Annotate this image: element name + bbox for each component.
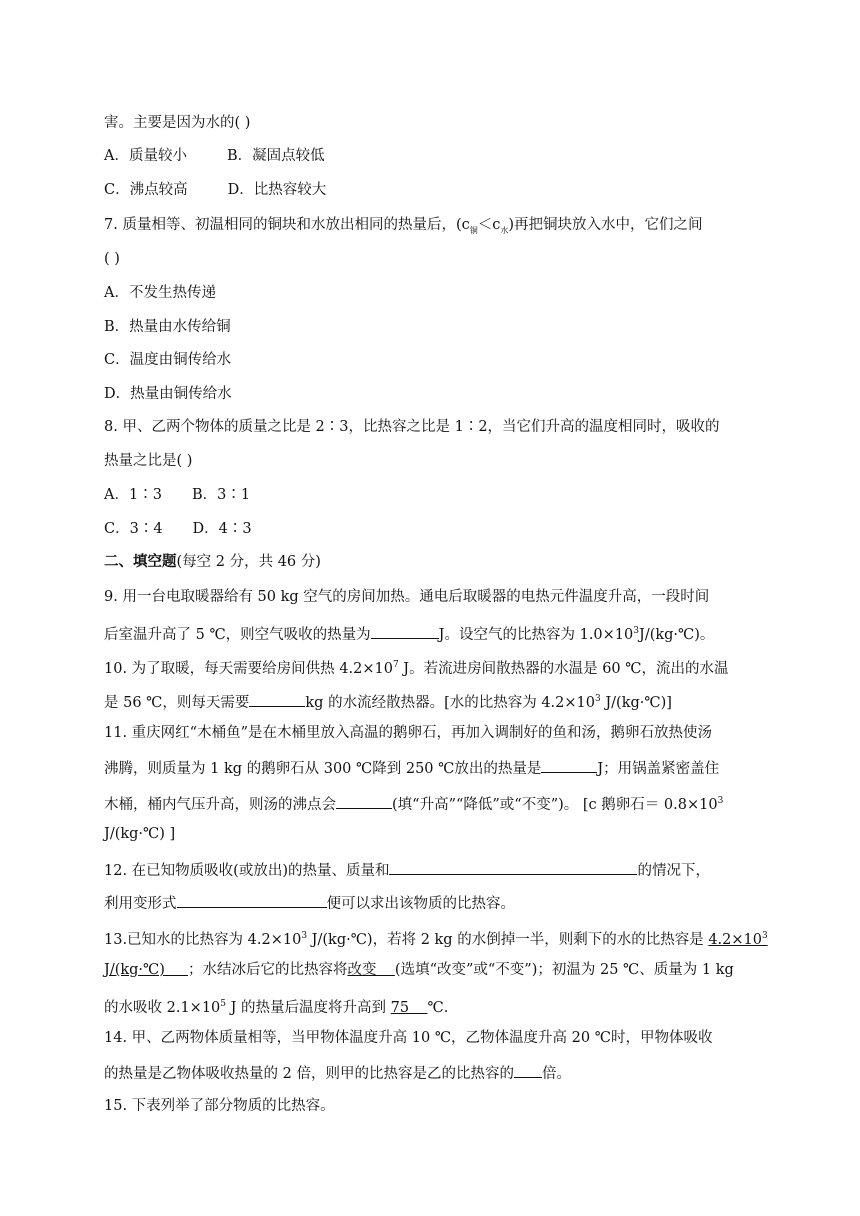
q9-answer-blank[interactable] xyxy=(371,624,439,639)
q11-line-4: J/(kg·℃) ] xyxy=(104,826,176,842)
q11-line-2: 沸腾，则质量为 1 kg 的鹅卵石从 300 ℃降到 250 ℃放出的热量是 J；用锅盖紧密盖住 xyxy=(104,758,719,778)
q12-line-1: 12. 在已知物质吸收(或放出)的热量、质量和 的情况下， xyxy=(104,860,710,880)
q13-answer-3: 75 xyxy=(390,999,428,1016)
q8-option-b: B．3∶1 xyxy=(191,487,251,503)
section-title: 二、填空题 xyxy=(104,553,177,570)
q13-line-2: J/(kg·℃) ；水结冰后它的比热容将改变 (选填“改变”或“不变”)；初温为 25 ℃、质量为 1 kg xyxy=(104,962,734,978)
q8-stem-line-2: 热量之比是( ) xyxy=(104,453,193,469)
q7-option-c: C．温度由铜传给水 xyxy=(104,352,232,368)
q8-option-a: A．1∶3 xyxy=(104,487,162,503)
q8-stem-line-1: 8. 甲、乙两个物体的质量之比是 2∶3，比热容之比是 1∶2，当它们升高的温度相同时，吸收的 xyxy=(104,419,720,435)
q13-answer-2: 改变 xyxy=(347,962,395,978)
q10-line-1: 10. 为了取暖，每天需要给房间供热 $4.2\times 10^7$ J。若流进房间散热器的水温是 60 ℃，流出的水温 xyxy=(104,660,729,677)
q7-stem-line-1: 7. 质量相等、初温相同的铜块和水放出相同的热量后，$(c_铜<c_水)$再把铜块放入水中，它们之间 xyxy=(104,217,703,235)
q13-answer-1-unit: J/(kg·℃) xyxy=(104,962,188,978)
q7-option-b: B．热量由水传给铜 xyxy=(104,319,231,335)
q13-answer-1: $4.2\times 10^3$ xyxy=(708,931,768,948)
q11-line-3: 木桶，桶内气压升高，则汤的沸点会 (填“升高”“降低”或“不变”)。 [c 鹅卵石＝ $0.8\times 10^3$ xyxy=(104,792,723,814)
q14-line-2: 的热量是乙物体吸收热量的 2 倍，则甲的比热容是乙的比热容的 倍。 xyxy=(104,1063,571,1083)
q10-line-2: 是 56 ℃，则每天需要 kg 的水流经散热器。[水的比热容为 $4.2\times 10^3$ J/(kg·℃)] xyxy=(104,690,672,712)
q6-options-row-1 xyxy=(104,147,325,165)
q7-option-d: D．热量由铜传给水 xyxy=(104,386,232,402)
q12-answer-blank-1[interactable] xyxy=(389,860,637,875)
section-heading xyxy=(104,553,321,571)
q9-line-1: 9. 用一台电取暖器给有 50 kg 空气的房间加热。通电后取暖器的电热元件温度升高，一段时间 xyxy=(104,589,710,605)
q7-stem-line-2: ( ) xyxy=(104,251,120,267)
q14-answer-blank[interactable] xyxy=(514,1063,542,1078)
q11-answer-blank-2[interactable] xyxy=(336,794,392,809)
q6-option-d: D．比热容较大 xyxy=(227,182,327,198)
section-note: (每空 2 分，共 46 分) xyxy=(176,554,321,570)
q8-options-row-1 xyxy=(104,486,250,504)
q6-option-a: A．质量较小 xyxy=(104,148,187,164)
q12-line-2: 利用变形式 便可以求出该物质的比热容。 xyxy=(104,893,515,913)
q11-answer-blank-1[interactable] xyxy=(541,758,597,773)
q6-continuation: 害。主要是因为水的( ) xyxy=(104,115,251,131)
q13-line-1: 13.已知水的比热容为 $4.2\times 10^3$ J/(kg·℃)，若将 2 kg 的水倒掉一半，则剩下的水的比热容是 $4.2\times 10^3$ xyxy=(104,931,768,948)
q12-answer-blank-2[interactable] xyxy=(177,893,327,908)
q7-option-a: A．不发生热传递 xyxy=(104,285,216,301)
q8-option-d: D．4∶3 xyxy=(192,521,252,537)
q6-option-c: C．沸点较高 xyxy=(104,182,188,198)
q11-line-1: 11. 重庆网红“木桶鱼”是在木桶里放入高温的鹅卵石，再加入调制好的鱼和汤，鹅卵石放热使汤 xyxy=(104,725,712,741)
q6-options-row-2 xyxy=(104,181,326,199)
q8-option-c: C．3∶4 xyxy=(104,521,163,537)
q9-line-2: 后室温升高了 5 ℃，则空气吸收的热量为 J。设空气的比热容为 $1.0\times 10^3J/(kg\cdot℃)$。 xyxy=(104,622,714,644)
q10-answer-blank[interactable] xyxy=(249,692,305,707)
q15-line-1: 15. 下表列举了部分物质的比热容。 xyxy=(104,1098,335,1114)
q13-line-3: 的水吸收 $2.1\times 10^5$ J 的热量后温度将升高到 75 ℃. xyxy=(104,999,449,1016)
q14-line-1: 14. 甲、乙两物体质量相等，当甲物体温度升高 10 ℃，乙物体温度升高 20 ℃时，甲物体吸收 xyxy=(104,1030,713,1046)
q8-options-row-2 xyxy=(104,520,252,538)
q6-option-b: B．凝固点较低 xyxy=(226,148,325,164)
